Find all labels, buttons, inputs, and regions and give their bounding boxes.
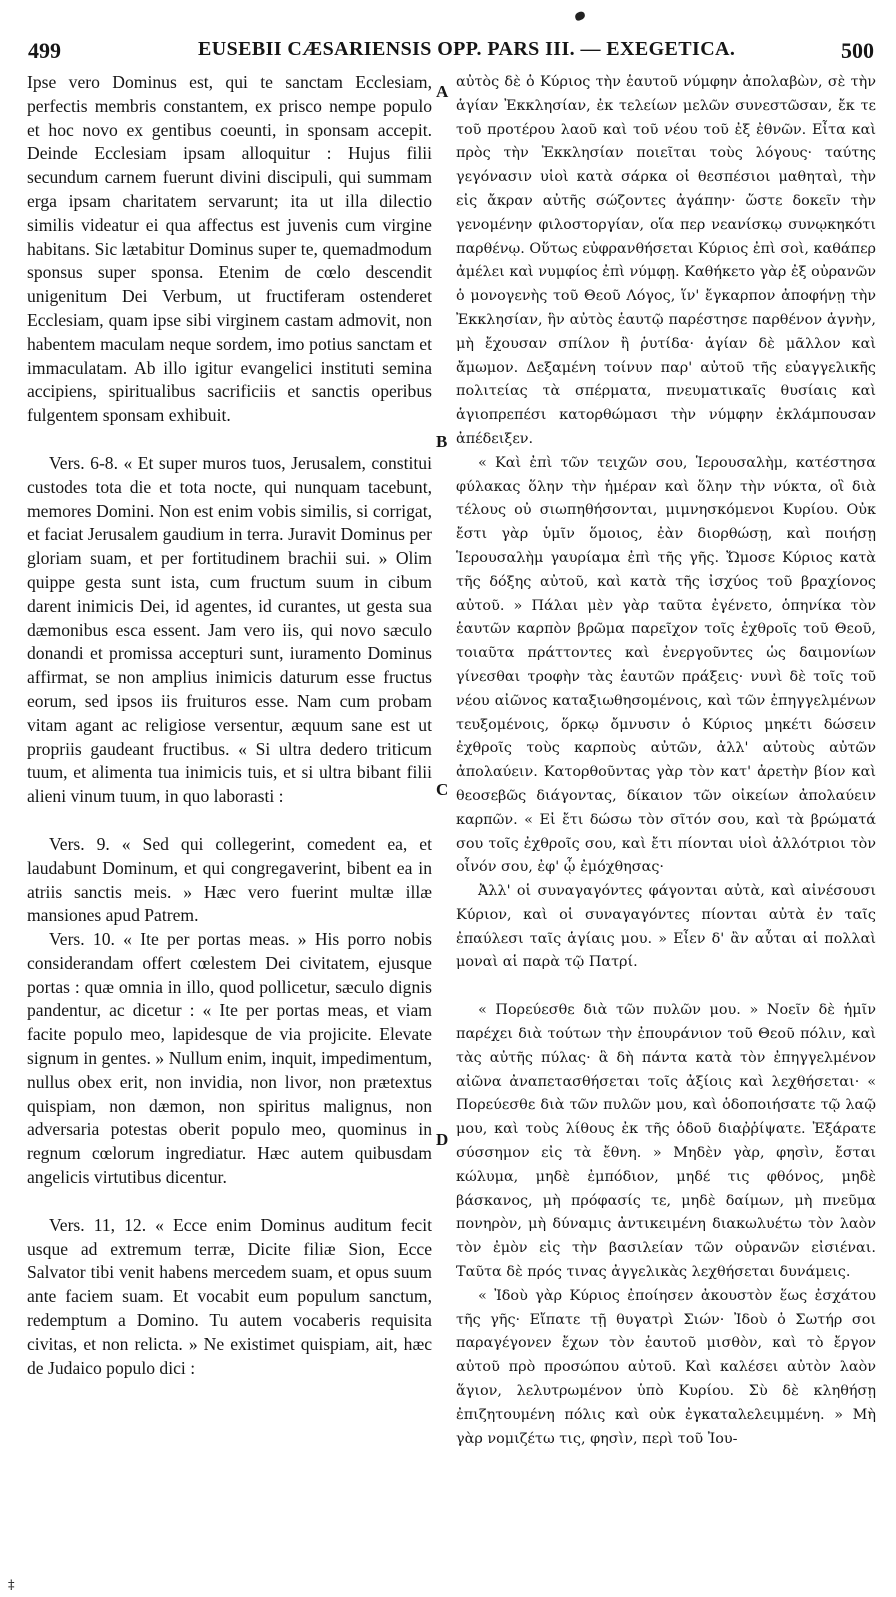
latin-paragraph: Vers. 9. « Sed qui collegerint, comedent ea, et laudabunt Dominum, et qui congregaverint, bibent ea in atriis sanctis meis. » Hæc vero fuerint multæ illæ mansiones apud Patrem. [27, 833, 432, 926]
latin-paragraph: Vers. 10. « Ite per portas meas. » His porro nobis considerandam offert cœlestem Dei civitatem, ejusque portas : quæ omnia in illo, quod pollicetur, sæculo dignis pandentur, ac dicetur : « Ite per portas meas, et viam facite populo meo, lapidesque de via projicite. Elevate signum in gentes. » Nullum enim, inquit, impedimentum, nullus obex erit, non invidia, non livor, non prætextus quispiam, non dæmon, non spiritus malignus, non adversaria potestas oberit populo meo, quominus in regnum cœlorum ingrediatur. Hæc autem quibusdam angelicis virtutibus dicentur. [27, 929, 432, 1188]
latin-paragraph: Vers. 6-8. « Et super muros tuos, Jerusalem, constitui custodes tota die et tota nocte, qui nunquam tacebunt, memores Domini. Non est enim vobis similis, si corrigat, et faciat Jerusalem gaudium in terra. Juravit Dominus per gloriam suam, et per fortitudinem brachii sui. » Olim quippe gesta sunt ista, cum fructum suum in cibum darent inimicis Dei, id agentes, id curantes, ut gesta sua dæmonibus esca essent. Jam vero iis, qui novo sæculo donandi et promissa accepturi sunt, iuramento Dominus affirmat, se non amplius inimicis daturum esse fructus eorum, sed ipsos iis fruituros esse. Nam cum probam vitam agant ac religiose versentur, æquum sane est ut propriis gaudeant fructibus. « Si ultra dedero triticum tuum, et alimenta tua inimicis tuis, et si ultra bibant filii alieni vinum tuum, in quo laborasti : [27, 452, 432, 807]
latin-column [27, 71, 432, 1380]
ink-mark [574, 11, 586, 22]
running-header [28, 38, 874, 68]
left-page-number: 499 [28, 38, 61, 63]
greek-paragraph: « Πορεύεσθε διὰ τῶν πυλῶν μου. » Νοεῖν δὲ ἡμῖν παρέχει διὰ τούτων τὴν ἐπουράνιον τοῦ Θεοῦ πόλιν, καὶ τὰς αὐτῆς πύλας· ἃ δὴ πάντα κατὰ τὸν ἐπηγγελμένον αἰῶνα ἀναπετασθήσεται τοῖς ἀξίοις καὶ λεχθήσεται· « Πορεύεσθε διὰ τῶν πυλῶν μου, καὶ ὁδοποιήσατε τῷ λαῷ μου, καὶ τοὺς λίθους ἐκ τῆς ὁδοῦ διαῤῥίψατε. Ἐξάρατε σύσσημον εἰς τὰ ἔθνη. » Μηδὲν γὰρ, φησὶν, ἔσται κώλυμα, μηδὲ ἐμπόδιον, μηδέ τις φθόνος, μηδὲ βάσκανος, μὴ πρόφασίς τε, μηδὲ δαίμων, μὴ πνεῦμα πονηρὸν, μὴ δύναμις ἀντικειμένη διακωλυέτω τὸν λαὸν τὸν ἐμὸν εἰς τὴν βασιλείαν τῶν οὐρανῶν εἰσιέναι. Ταῦτα δὲ πρός τινας ἀγγελικὰς λεχθήσεται δυνάμεις. [456, 1002, 876, 1281]
margin-letter-a: A [436, 82, 449, 101]
right-page-number: 500 [841, 38, 874, 63]
margin-letter-d: D [436, 1130, 449, 1149]
greek-paragraph: Ἀλλ' οἱ συναγαγόντες φάγονται αὐτὰ, καὶ αἰνέσουσι Κύριον, καὶ οἱ συναγαγόντες πίονται αὐτὰ ἐν ταῖς ἐπαύλεσι ταῖς ἁγίαις μου. » Εἶεν δ' ἂν αὗται αἱ πολλαὶ μοναὶ αἱ παρὰ τῷ Πατρί. [456, 883, 876, 971]
greek-paragraph: αὐτὸς δὲ ὁ Κύριος τὴν ἑαυτοῦ νύμφην ἀπολαβὼν, σὲ τὴν ἁγίαν Ἐκκλησίαν, ἐκ τελείων μελῶν συνεστῶσαν, ἔκ τε τοῦ προτέρου λαοῦ καὶ τοῦ νέου τοῦ ἐξ ἐθνῶν. Εἶτα καὶ πρὸς τὴν Ἐκκλησίαν ποιεῖται τοὺς λόγους· ταύτης γεγόνασιν υἱοὶ κατὰ σάρκα οἱ θεσπέσιοι μαθηταὶ, τὴν εἰς ἄκραν αὐτῆς σώζοντες ἀγάπην· ὥστε δοκεῖν τὴν γενομένην φιλοστοργίαν, οἵα περ νεανίσκῳ συνῳκηκότι παρθένῳ. Οὕτως εὐφρανθήσεται Κύριος ἐπὶ σοὶ, καθάπερ ἀμέλει καὶ νυμφίος ἐπὶ νύμφῃ. Καθήκετο γὰρ ἐξ οὐρανῶν ὁ μονογενὴς τοῦ Θεοῦ Λόγος, ἵν' ἔγκαρπον ἀποφήνῃ τὴν Ἐκκλησίαν, ἣν αὐτὸς ἑαυτῷ παρέστησε παρθένον ἁγνὴν, μὴ ἔχουσαν σπίλον ἢ ῥυτίδα· ἁγίαν δὲ μᾶλλον καὶ ἄμωμον. Δεξαμένη τοίνυν παρ' αὐτοῦ τῆς εὐαγγελικῆς πολιτείας τὰ σπέρματα, πνευματικαῖς θυσίαις καὶ ἁγιοπρεπέσι κατορθώμασι τὴν νύμφην ἐκλάμπουσαν ἀπέδειξεν. [456, 74, 877, 447]
latin-paragraph: Ipse vero Dominus est, qui te sanctam Ecclesiam, perfectis membris constantem, ex prisco nempe populo et hoc novo ex gentibus coeunti, in sponsam accepit. Deinde Ecclesiam ipsam alloquitur : Hujus filii secundum carnem fuerunt divini discipuli, qui summam erga ipsam charitatem servarunt; ita ut illa dilectio similis videatur ei qua affectus est juvenis cum virgine habitans. Sic lætabitur Dominus super te, quemadmodum sponsus super sponsa. Etenim de cœlo descendit unigenitum Dei Verbum, ut fructiferam ostenderet Ecclesiam, quam ipse sibi virginem castam admovit, non habentem maculam neque sordem, imo potius sanctam et immaculatam. Ab illo igitur evangelici instituti semina accipiens, spiritualibus sacrificiis et sanctis operibus fulgentem sponsam exhibuit. [27, 72, 432, 426]
greek-paragraph: « Ἰδοὺ γὰρ Κύριος ἐποίησεν ἀκουστὸν ἕως ἐσχάτου τῆς γῆς· Εἴπατε τῇ θυγατρὶ Σιών· Ἰδοὺ ὁ Σωτήρ σοι παραγέγονεν ἔχων τὸν ἑαυτοῦ μισθὸν, καὶ τὸ ἔργον αὐτοῦ πρὸ προσώπου αὐτοῦ. Καὶ καλέσει αὐτὸν λαὸν ἅγιον, λελυτρωμένον ὑπὸ Κυρίου. Σὺ δὲ κληθήσῃ ἐπιζητουμένη πόλις καὶ οὐκ ἐγκαταλελειμμένη. » Μὴ γὰρ νομιζέτω τις, φησὶν, περὶ τοῦ Ἰου- [456, 1287, 876, 1447]
margin-letter-b: B [436, 432, 448, 451]
footer-mark: ‡ [8, 1578, 15, 1593]
margin-letter-c: C [436, 780, 449, 799]
latin-paragraph: Vers. 11, 12. « Ecce enim Dominus auditum fecit usque ad extremum terræ, Dicite filiæ Sion, Ecce Salvator tibi venit habens mercedem suam, et opus suum ante faciem suam. Et vocabit eum populum sanctum, redemptum a Domino. Tu autem vocaberis requisita civitas, et non relicta. » Ne existimet quispiam, ait, hæc de Judaico populo dici : [27, 1214, 432, 1378]
header-title: EUSEBII CÆSARIENSIS OPP. PARS III. — EXEGETICA. [198, 38, 736, 60]
greek-paragraph: « Καὶ ἐπὶ τῶν τειχῶν σου, Ἱερουσαλὴμ, κατέστησα φύλακας ὅλην τὴν ἡμέραν καὶ ὅλην τὴν νύκτα, οἳ διὰ τέλους οὐ σιωπηθήσονται, μιμνησκόμενοι Κυρίου. Οὐκ ἔστι γὰρ ὑμῖν ὅμοιος, ἐὰν διορθώσῃ, καὶ ποιήσῃ Ἱερουσαλὴμ γαυρίαμα ἐπὶ τῆς γῆς. Ὤμοσε Κύριος κατὰ τῆς δόξης αὐτοῦ, καὶ κατὰ τῆς ἰσχύος τοῦ βραχίονος αὐτοῦ. » Πάλαι μὲν γὰρ ταῦτα ἐγένετο, ὁπηνίκα τὸν ἑαυτῶν καρπὸν βρῶμα παρεῖχον τοῖς ἐχθροῖς τοῦ Θεοῦ, τοιαῦτα πράττοντες καὶ ἐνεργοῦντες ὡς δαιμονίων γίνεσθαι τροφὴν τὰς ἑαυτῶν πράξεις· νυνὶ δὲ τοῖς τοῦ νέου αἰῶνος καταξιωθησομένοις, καὶ τῶν ἐπηγγελμένων τευξομένοις, ὅρκῳ ὄμνυσιν ὁ Κύριος μηκέτι δώσειν ἐχθροῖς τοὺς καρποὺς αὐτῶν, ἀλλ' αὐτοὺς αὐτῶν ἀπολαύειν. Κατορθοῦντας γὰρ τὸν κατ' ἀρετὴν βίον καὶ θεοσεβῶς διάγοντας, δίκαιον τῶν οἰκείων ἀπολαύειν καρπῶν. « Εἰ ἔτι δώσω τὸν σῖτόν σου, καὶ τὰ βρώματά σου τοῖς ἐχθροῖς σου, καὶ ἔτι πίονται υἱοὶ ἀλλότριοι τὸν οἶνόν σου, ἐφ' ᾧ ἐμόχθησας· [456, 454, 876, 876]
greek-column [456, 71, 876, 1451]
